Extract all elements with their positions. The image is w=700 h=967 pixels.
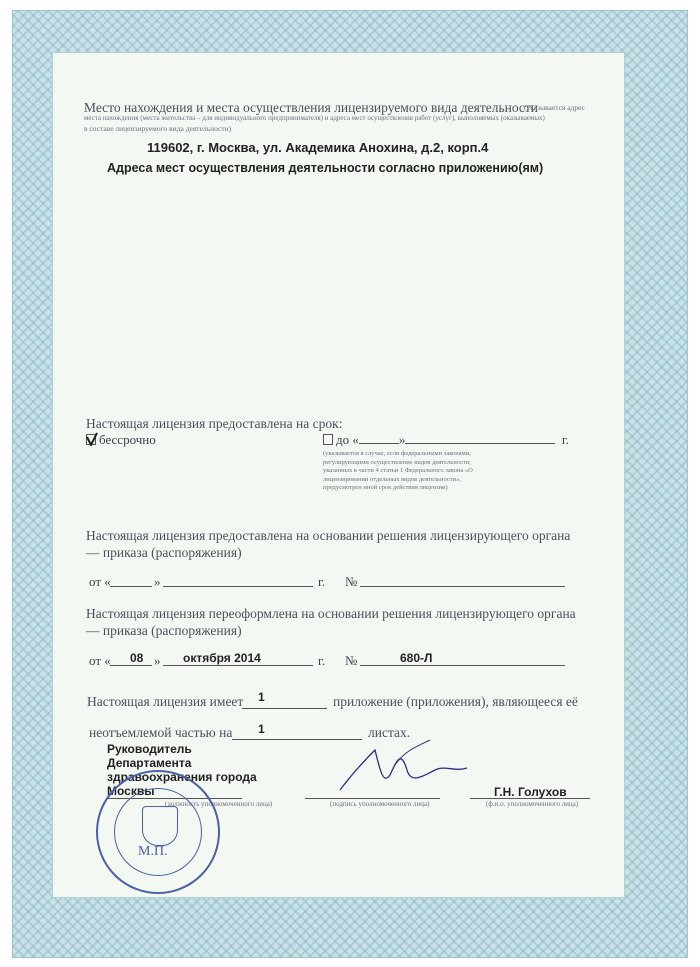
signer-position-line: Руководитель	[107, 742, 192, 756]
appendix-suffix: приложение (приложения), являющееся её	[333, 694, 578, 709]
license-address: 119602, г. Москва, ул. Академика Анохина, д.2, корп.4	[147, 140, 489, 155]
granted-number-label: №	[345, 574, 358, 589]
term-heading: Настоящая лицензия предоставлена на срок:	[86, 416, 343, 431]
appendix-prefix: Настоящая лицензия имеет	[87, 694, 244, 709]
granted-number-blank	[360, 586, 565, 587]
name-line	[470, 798, 590, 799]
signer-position-line: Департамента	[107, 756, 192, 770]
appendix-line2-prefix: неотъемлемой частью на	[89, 725, 233, 740]
location-note-1: (указывается адрес	[524, 103, 585, 112]
reissued-quote-close: »	[154, 653, 161, 668]
granted-day-blank	[110, 586, 152, 587]
reissued-number-line	[360, 665, 565, 666]
granted-heading-1: Настоящая лицензия предоставлена на основании решения лицензирующего органа	[86, 528, 571, 543]
granted-from-label: от «	[89, 574, 111, 589]
until-prefix: до «	[336, 432, 359, 447]
reissued-heading-1: Настоящая лицензия переоформлена на основании решения лицензирующего органа	[86, 606, 576, 621]
name-caption: (ф.и.о. уполномоченного лица)	[486, 800, 579, 808]
checkbox-icon	[323, 434, 333, 445]
indefinite-label: бессрочно	[99, 432, 156, 447]
until-suffix: г.	[561, 432, 569, 447]
granted-quote-close: »	[154, 574, 161, 589]
location-note-3: в составе лицензируемого вида деятельности)	[84, 124, 232, 133]
handwritten-signature	[335, 730, 475, 800]
location-note-2: места нахождения (места жительства – для индивидуального предпринимателя) и адреса мест осуществления работ (услуг), выполняемых (оказываемых)	[84, 114, 545, 122]
granted-month-blank	[163, 586, 313, 587]
signer-position-line: здравоохранения города	[107, 770, 257, 784]
until-mid: »	[398, 432, 406, 447]
official-stamp	[96, 770, 220, 894]
indefinite-option	[86, 432, 156, 448]
appendix-count-line	[242, 708, 327, 709]
stamp-mark: М.П.	[138, 844, 168, 859]
until-day-blank	[359, 443, 399, 444]
reissued-month-year: октября 2014	[183, 651, 261, 665]
location-heading: Место нахождения и места осуществления лицензируемого вида деятельности	[84, 100, 539, 115]
granted-year-suffix: г.	[318, 574, 326, 589]
reissued-day-line	[110, 665, 152, 666]
signer-name: Г.Н. Голухов	[494, 785, 567, 799]
coat-of-arms-icon	[142, 806, 178, 846]
granted-heading-2: — приказа (распоряжения)	[86, 545, 242, 560]
reissued-day: 08	[130, 651, 144, 665]
signature-caption: (подпись уполномоченного лица)	[330, 800, 430, 808]
signer-position-line: Москвы	[107, 784, 155, 798]
reissued-from-label: от «	[89, 653, 111, 668]
appendix-sheets: 1	[258, 722, 265, 736]
addresses-per-appendix: Адреса мест осуществления деятельности согласно приложению(ям)	[107, 161, 544, 175]
reissued-year-suffix: г.	[318, 653, 326, 668]
reissued-heading-2: — приказа (распоряжения)	[86, 623, 242, 638]
until-date-blank	[405, 443, 555, 444]
reissued-month-line	[163, 665, 313, 666]
position-caption: (должность уполномоченного лица)	[165, 800, 273, 808]
appendix-line2-suffix: листах.	[368, 725, 411, 740]
signature-line	[305, 798, 440, 799]
reissued-number-label: №	[345, 653, 358, 668]
appendix-count: 1	[258, 690, 265, 704]
until-note: (указывается в случае, если федеральными законами, регулирующими осуществление видов деятельности, указанных в части 4 статьи 1 Федерального закона «О лицензировании отдельных видов деятельности», предусмотрен иной срок действия лицензии)	[323, 450, 473, 491]
checkbox-checked-icon	[86, 434, 96, 445]
term-until-row	[323, 432, 569, 448]
reissued-number: 680-Л	[400, 651, 433, 665]
